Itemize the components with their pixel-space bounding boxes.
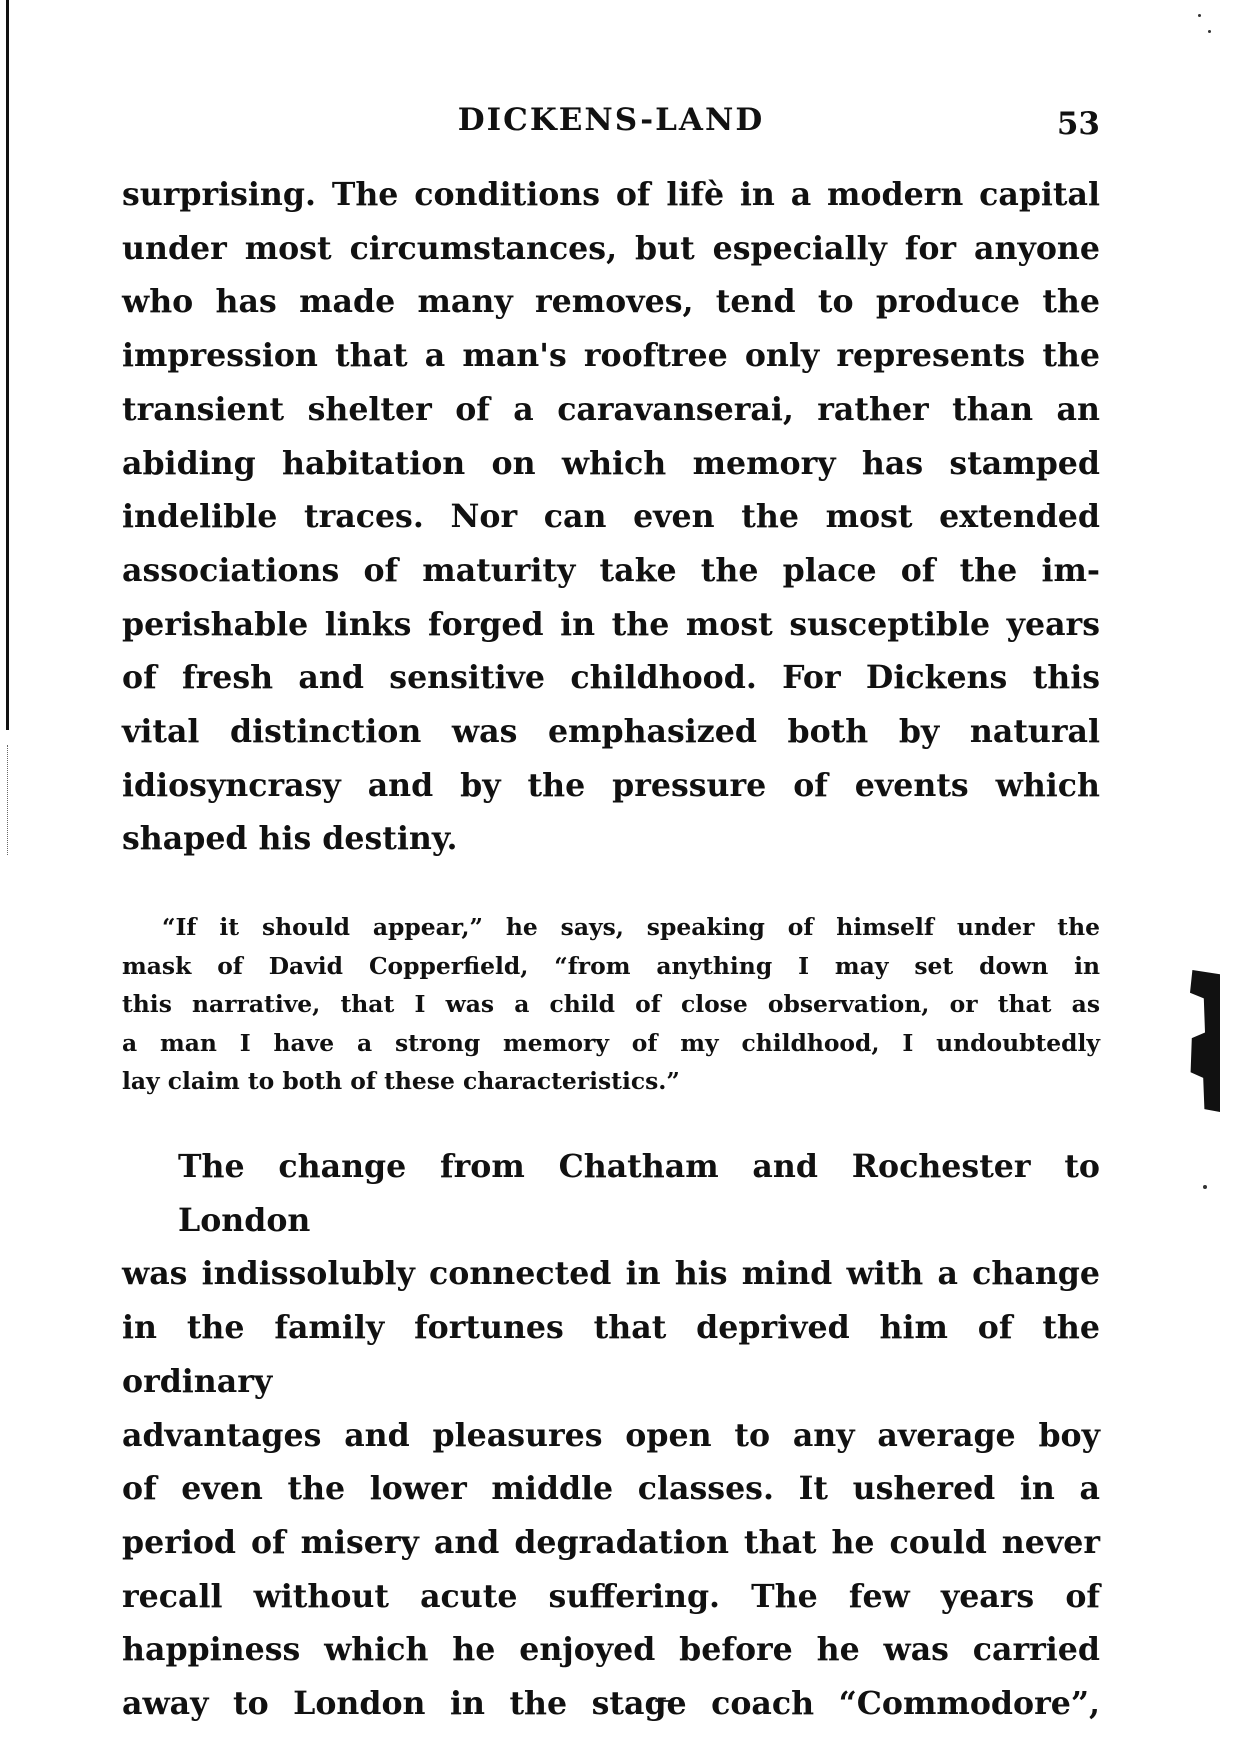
quote-line: “If it should appear,” he says, speaking of himself under the [162, 913, 1100, 941]
running-head: DICKENS-LAND [457, 102, 765, 138]
text-line: surprising. The conditions of lifè in a modern capital [122, 176, 1100, 213]
thumb-index-mark [1190, 970, 1220, 1112]
quote-line: a man I have a strong memory of my childhood, I undoubtedly [122, 1028, 1100, 1057]
text-line: transient shelter of a caravanserai, rather than an [122, 390, 1100, 428]
text-line: vital distinction was emphasized both by natural [122, 713, 1100, 751]
text-line: of even the lower middle classes. It ushered in a [122, 1470, 1100, 1508]
text-line: shaped his destiny. [122, 820, 458, 858]
page-header [122, 102, 1100, 146]
text-line: associations of maturity take the place of the im- [122, 551, 1100, 589]
quote-line: lay claim to both of these characteristics.” [122, 1067, 680, 1095]
text-line: away to London in the stage coach “Commodore”, [122, 1685, 1100, 1723]
body-paragraph [122, 1140, 1100, 1731]
quote-line: mask of David Copperfield, “from anything I may set down in [122, 951, 1100, 980]
text-line: who has made many removes, tend to produce the [122, 283, 1100, 321]
scan-speck [1208, 30, 1211, 33]
text-line: perishable links forged in the most susceptible years [122, 605, 1100, 643]
text-line: abiding habitation on which memory has stamped [122, 444, 1100, 482]
scan-speck [1198, 14, 1201, 17]
scan-speck [1203, 1185, 1207, 1189]
text-line: impression that a man's rooftree only represents the [122, 337, 1100, 375]
text-line: indelible traces. Nor can even the most extended [122, 498, 1100, 536]
page-edge-rule [6, 0, 9, 730]
text-line: of fresh and sensitive childhood. For Dickens this [122, 659, 1100, 697]
block-quote [122, 908, 1100, 1101]
text-line: happiness which he enjoyed before he was carried [122, 1631, 1100, 1669]
text-line: under most circumstances, but especially for anyone [122, 229, 1100, 267]
quote-line: this narrative, that I was a child of close observation, or that as [122, 990, 1100, 1018]
page-number: 53 [1056, 106, 1100, 142]
text-line: The change from Chatham and Rochester to London [178, 1148, 1100, 1239]
text-line: in the family fortunes that deprived him of the ordinary [122, 1309, 1100, 1400]
body-paragraph [122, 168, 1100, 866]
text-line: idiosyncrasy and by the pressure of events which [122, 766, 1100, 804]
text-line: recall without acute suffering. The few years of [122, 1577, 1100, 1615]
text-line: period of misery and degradation that he could never [122, 1523, 1100, 1561]
page-edge-rule-faint [7, 745, 9, 855]
text-line: advantages and pleasures open to any average boy [122, 1416, 1100, 1454]
text-line: was indissolubly connected in his mind with a change [122, 1255, 1100, 1293]
